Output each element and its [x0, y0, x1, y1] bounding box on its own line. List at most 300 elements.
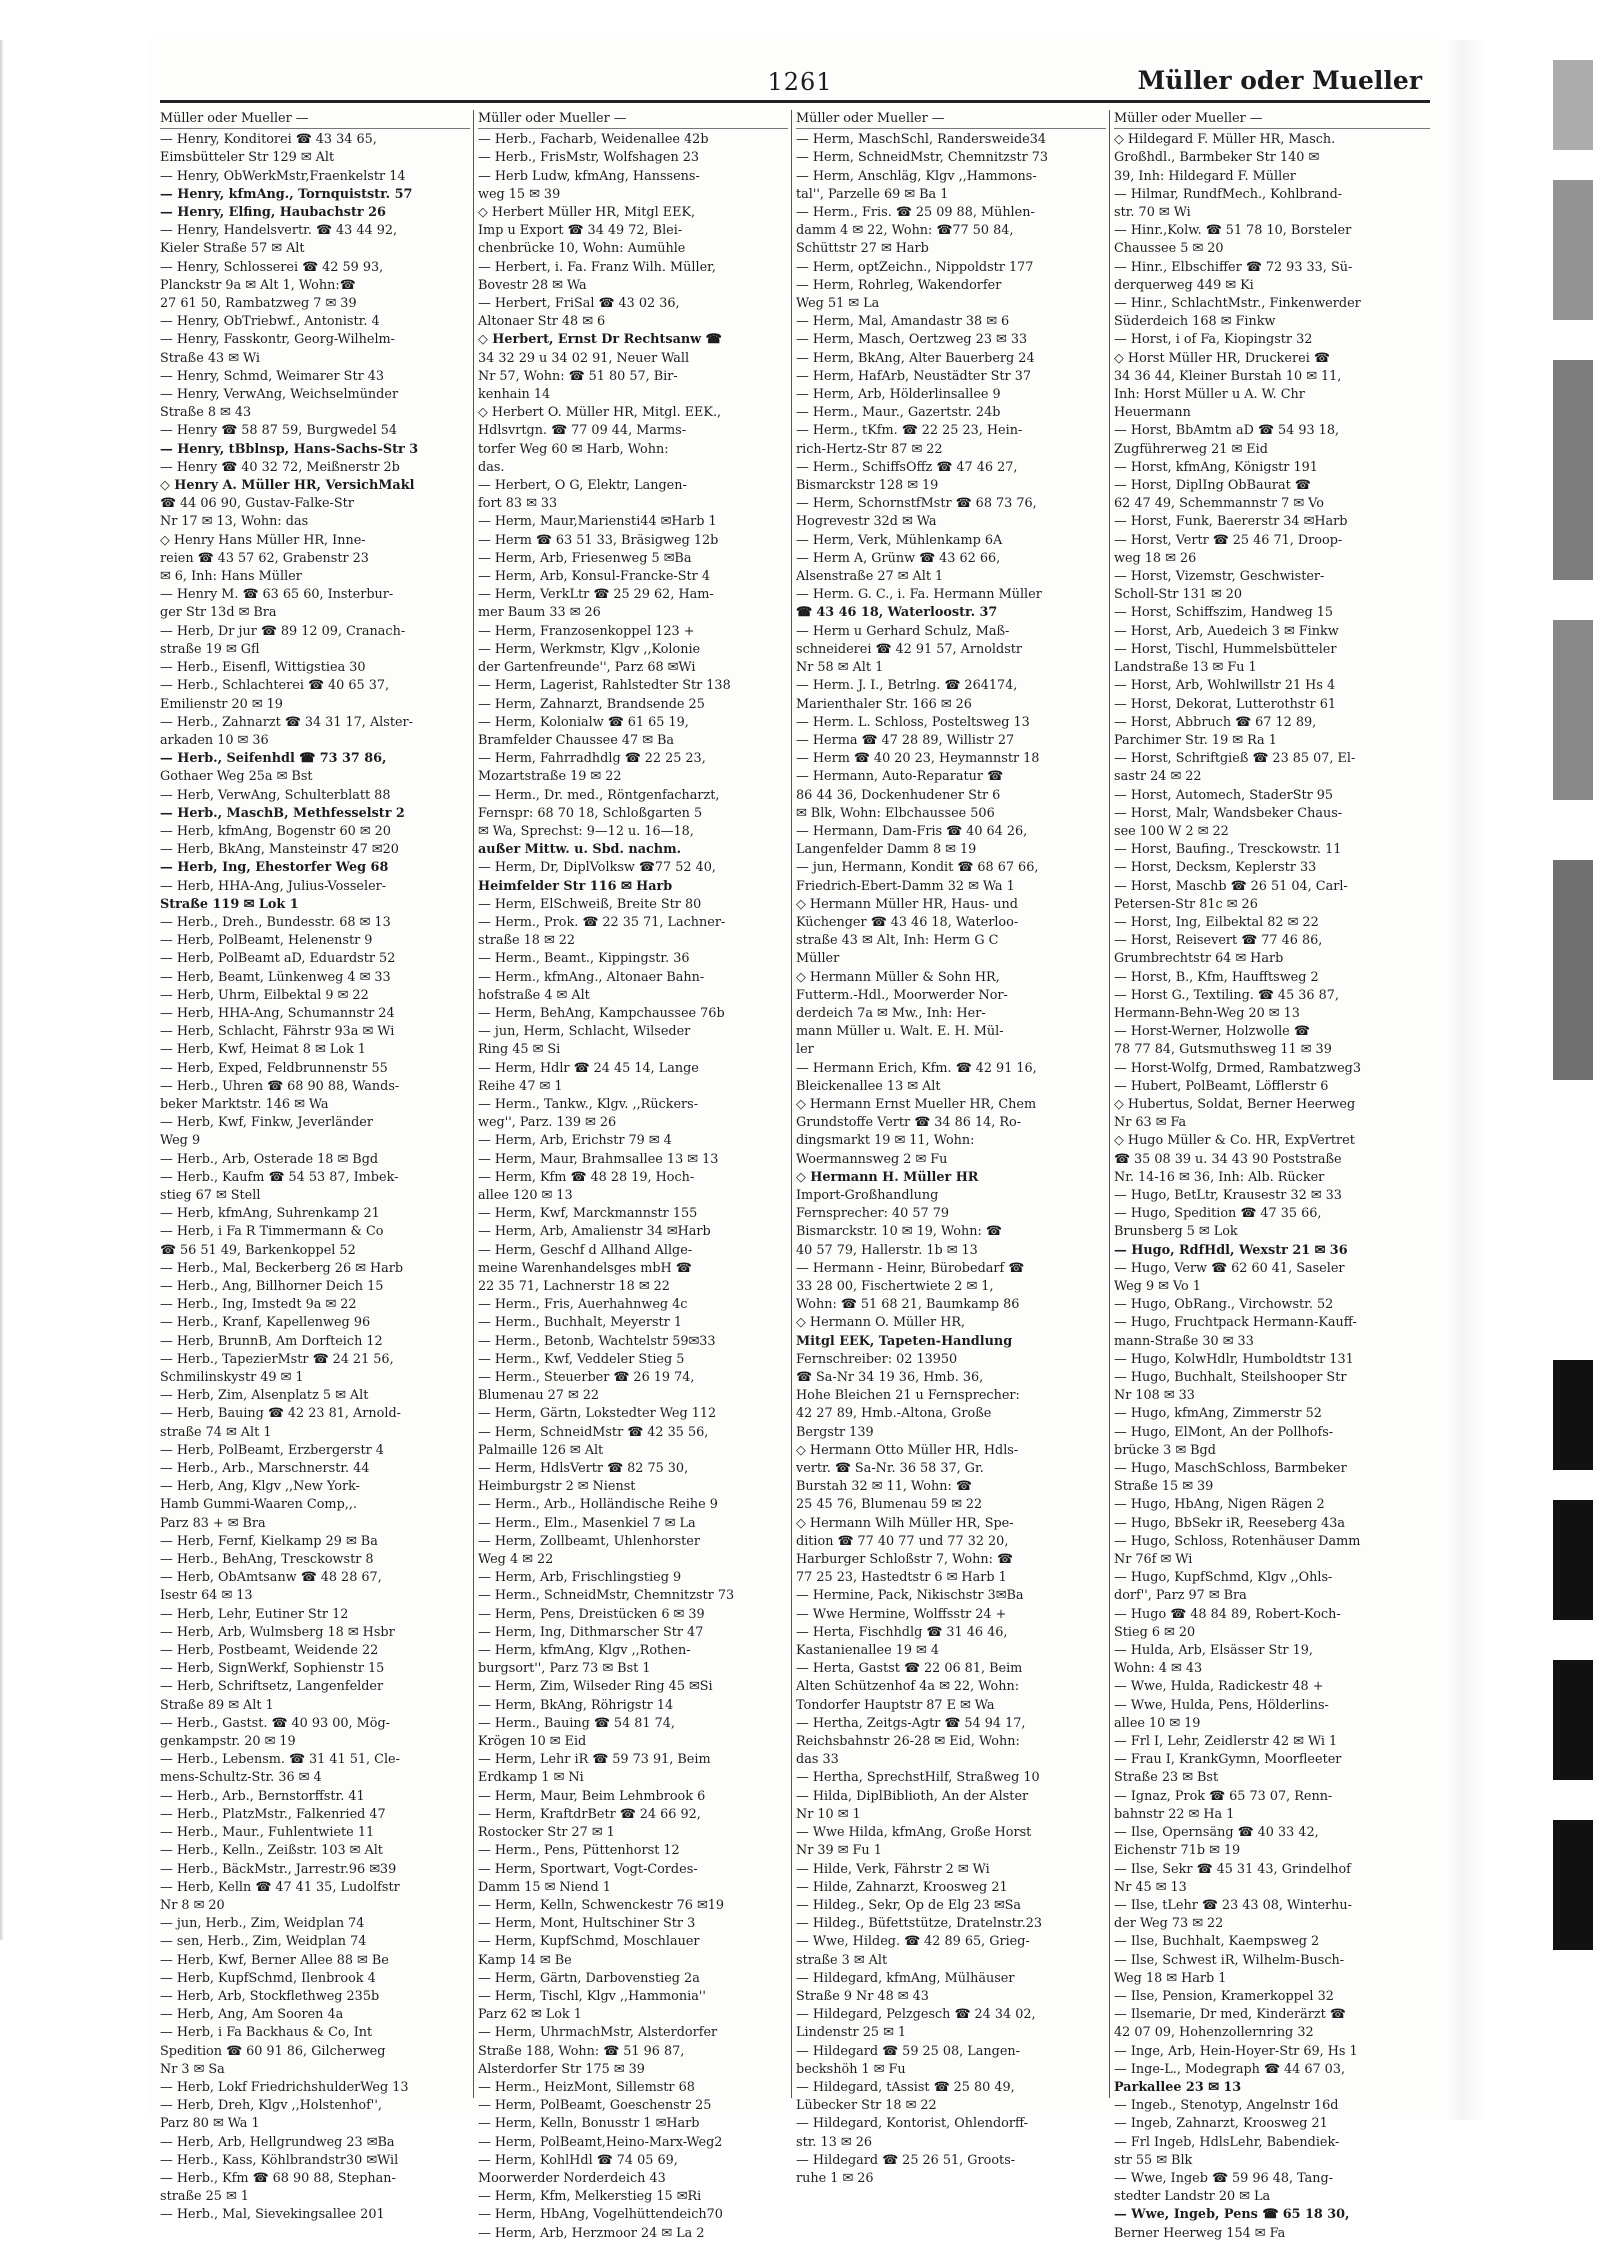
bleed-mark: [1553, 1360, 1593, 1470]
directory-entry-line: — Herb, PolBeamt, Helenenstr 9: [160, 933, 373, 949]
directory-entry-line: — Ilse, tLehr ☎ 23 43 08, Winterhu-: [1114, 1897, 1352, 1913]
directory-entry-line: — Herb Ludw, kfmAng, Hanssens-: [478, 168, 700, 184]
directory-entry-line: straße 74 ✉ Alt 1: [160, 1424, 272, 1440]
directory-entry-line: weg 18 ✉ 26: [1114, 550, 1197, 566]
directory-entry-line: 77 25 23, Hastedtstr 6 ✉ Harb 1: [796, 1570, 1007, 1586]
directory-entry-line: — Henry, Schlosserei ☎ 42 59 93,: [160, 259, 384, 275]
directory-entry-line: — Henry, VerwAng, Weichselmünder: [160, 387, 399, 403]
directory-entry-line: — Hildegard, Kontorist, Ohlendorff-: [796, 2116, 1028, 2132]
directory-entry-line: — Herb, PolBeamt, Erzbergerstr 4: [160, 1442, 384, 1458]
directory-entry-line: — Herm., Fris, Auerhahnweg 4c: [478, 1297, 688, 1313]
directory-entry-line: meine Warenhandelsges mbH ☎: [478, 1260, 692, 1276]
directory-entry-line: 34 36 44, Kleiner Burstah 10 ✉ 11,: [1114, 368, 1342, 384]
directory-entry-line: — Herm, Franzosenkoppel 123 +: [478, 623, 695, 639]
directory-entry-line: Nr 10 ✉ 1: [796, 1806, 861, 1822]
directory-entry-line: Nr 63 ✉ Fa: [1114, 1115, 1187, 1131]
directory-entry-line: Futterm.-Hdl., Moorwerder Nor-: [796, 987, 1008, 1003]
column-title: Müller oder Mueller —: [1114, 110, 1430, 129]
header-rule: [160, 100, 1430, 103]
directory-entry-line: — Hugo, Verw ☎ 62 60 41, Saseler: [1114, 1260, 1345, 1276]
directory-entry-line: — Herb., Schlachterei ☎ 40 65 37,: [160, 678, 390, 694]
directory-entry-line: — Herm, Ing, Dithmarscher Str 47: [478, 1624, 704, 1640]
bleed-mark: [1553, 1820, 1593, 1950]
directory-entry-line: Hdlsvrtgn. ☎ 77 09 44, Marms-: [478, 423, 687, 439]
directory-entry-line: — Henry, ObWerkMstr,Fraenkelstr 14: [160, 168, 406, 184]
directory-entry-line: Süderdeich 168 ✉ Finkw: [1114, 314, 1276, 330]
column-divider: [791, 110, 792, 2098]
directory-entry-line: mann Müller u. Walt. E. H. Mül-: [796, 1024, 1004, 1040]
directory-entry-line: Nr 8 ✉ 20: [160, 1897, 225, 1913]
directory-entry-line: — Horst, Schiffszim, Handweg 15: [1114, 605, 1334, 621]
directory-entry-line: — Herm, Zim, Wilseder Ring 45 ✉Si: [478, 1679, 713, 1695]
directory-entry-line: — Herm, BkAng, Alter Bauerberg 24: [796, 350, 1035, 366]
directory-entry-line: Reichsbahnstr 26-28 ✉ Eid, Wohn:: [796, 1734, 1020, 1750]
directory-entry-line: — Ingeb., Stenotyp, Angelnstr 16d: [1114, 2098, 1339, 2114]
directory-entry-line: — Herm, UhrmachMstr, Alsterdorfer: [478, 2025, 718, 2041]
directory-entry-line: — Herm, Arb, Hölderlinsallee 9: [796, 387, 1001, 403]
directory-entry-line: 22 35 71, Lachnerstr 18 ✉ 22: [478, 1279, 670, 1294]
directory-entry-line: — Herb, Ing, Ehestorfer Weg 68: [160, 860, 389, 876]
bleed-mark: [1553, 1500, 1593, 1620]
directory-entry-line: — Horst, Vertr ☎ 25 46 71, Droop-: [1114, 532, 1343, 548]
directory-entry-line: — Herm., Fris. ☎ 25 09 88, Mühlen-: [796, 205, 1035, 221]
directory-entry-line: — Herb., Dreh., Bundesstr. 68 ✉ 13: [160, 914, 391, 930]
directory-column-4: [1114, 110, 1430, 2241]
directory-entry-line: Alten Schützenhof 4a ✉ 22, Wohn:: [796, 1679, 1020, 1695]
directory-entry-line: — Herm., Tankw., Klgv. ,,Rückers-: [478, 1096, 699, 1112]
directory-entry-line: — Herb, Uhrm, Eilbektal 9 ✉ 22: [160, 987, 369, 1003]
directory-entry-line: Burstah 32 ✉ 11, Wohn: ☎: [796, 1479, 972, 1495]
directory-entry-line: — Herb, Arb, Stockflethweg 235b: [160, 1988, 380, 2004]
directory-entry-line: — Hinr., Elbschiffer ☎ 72 93 33, Sü-: [1114, 259, 1353, 275]
directory-entry-line: str 55 ✉ Blk: [1114, 2152, 1193, 2168]
directory-entry-line: — Herb, KupfSchmd, Ilenbrook 4: [160, 1970, 376, 1986]
directory-entry-line: reien ☎ 43 57 62, Grabenstr 23: [160, 550, 369, 566]
directory-entry-line: — Horst, BbAmtm aD ☎ 54 93 18,: [1114, 423, 1340, 439]
directory-entry-line: — Herb., Kfm ☎ 68 90 88, Stephan-: [160, 2170, 396, 2186]
directory-entry-line: — Herbert, FriSal ☎ 43 02 36,: [478, 296, 680, 312]
directory-entry-line: str. 13 ✉ 26: [796, 2134, 872, 2150]
directory-entry-line: — Henry ☎ 40 32 72, Meißnerstr 2b: [160, 459, 400, 475]
directory-entry-line: ◇ Henry A. Müller HR, VersichMakl: [160, 478, 415, 494]
directory-entry-line: — Herm, Maur,Mariensti44 ✉Harb 1: [478, 514, 717, 530]
directory-entry-line: — Herm., Bauing ☎ 54 81 74,: [478, 1715, 675, 1731]
directory-entry-line: außer Mittw. u. Sbd. nachm.: [478, 842, 682, 858]
directory-entry-line: — Herb, VerwAng, Schulterblatt 88: [160, 787, 391, 803]
directory-entry-line: — Herm, PolBeamt, Goeschenstr 25: [478, 2098, 712, 2114]
directory-entry-line: Landstraße 13 ✉ Fu 1: [1114, 660, 1257, 676]
directory-entry-line: Moorwerder Norderdeich 43: [478, 2170, 666, 2186]
directory-entry-line: — Herb, Bauing ☎ 42 23 81, Arnold-: [160, 1406, 401, 1422]
directory-entry-line: — Herbert, O G, Elektr, Langen-: [478, 478, 687, 494]
directory-entry-line: — Herb., Kass, Köhlbrandstr30 ✉Wil: [160, 2152, 399, 2168]
directory-entry-line: — Herb, Postbeamt, Weidende 22: [160, 1643, 379, 1659]
directory-entry-line: Hogrevestr 32d ✉ Wa: [796, 514, 937, 530]
directory-entry-line: — Herm, optZeichn., Nippoldstr 177: [796, 259, 1034, 275]
directory-entry-line: stedter Landstr 20 ✉ La: [1114, 2189, 1271, 2205]
directory-entry-line: — Herm. J. I., Betrlng. ☎ 264174,: [796, 678, 1018, 694]
directory-entry-line: — Herb., Maur., Fuhlentwiete 11: [160, 1825, 375, 1841]
directory-entry-line: ◇ Hubertus, Soldat, Berner Heerweg: [1114, 1096, 1356, 1112]
directory-entry-line: — Hermine, Pack, Nikischstr 3✉Ba: [796, 1588, 1024, 1604]
directory-entry-line: — Herm, SchneidMstr, Chemnitzstr 73: [796, 150, 1049, 166]
directory-entry-line: — Hertha, Zeitgs-Agtr ☎ 54 94 17,: [796, 1715, 1026, 1731]
directory-entry-line: — Herm, VerkLtr ☎ 25 29 62, Ham-: [478, 587, 714, 603]
directory-entry-line: Straße 8 ✉ 43: [160, 405, 252, 421]
directory-entry-line: — Wwe, Ingeb, Pens ☎ 65 18 30,: [1114, 2207, 1350, 2223]
directory-entry-line: — Herm, Maur, Brahmsallee 13 ✉ 13: [478, 1151, 719, 1167]
directory-entry-line: Wohn: ☎ 51 68 21, Baumkamp 86: [796, 1297, 1020, 1313]
directory-entry-line: — Hugo, Schloss, Rotenhäuser Damm: [1114, 1533, 1361, 1549]
directory-entry-line: — Herb., FrisMstr, Wolfshagen 23: [478, 150, 700, 166]
directory-columns: [160, 110, 1430, 2241]
directory-entry-line: Chaussee 5 ✉ 20: [1114, 241, 1224, 257]
directory-entry-line: — Herbert, i. Fa. Franz Wilh. Müller,: [478, 259, 716, 275]
directory-entry-line: — Herm., SchiffsOffz ☎ 47 46 27,: [796, 459, 1018, 475]
directory-entry-line: — Herm u Gerhard Schulz, Maß-: [796, 623, 1010, 639]
directory-entry-line: ◇ Herbert, Ernst Dr Rechtsanw ☎: [478, 332, 722, 348]
directory-entry-line: Straße 43 ✉ Wi: [160, 350, 261, 366]
directory-entry-line: — Herm, Arb, Amalienstr 34 ✉Harb: [478, 1224, 711, 1240]
directory-entry-line: — Horst, Maschb ☎ 26 51 04, Carl-: [1114, 878, 1348, 894]
directory-entry-line: Imp u Export ☎ 34 49 72, Blei-: [478, 223, 683, 239]
column-divider: [1109, 110, 1110, 2098]
directory-entry-line: — Herb, Kelln ☎ 47 41 35, Ludolfstr: [160, 1879, 400, 1895]
directory-entry-line: Eichenstr 71b ✉ 19: [1114, 1843, 1241, 1859]
directory-entry-line: str. 70 ✉ Wi: [1114, 205, 1191, 221]
directory-entry-line: tal'', Parzelle 69 ✉ Ba 1: [796, 186, 949, 202]
directory-entry-line: bahnstr 22 ✉ Ha 1: [1114, 1806, 1235, 1822]
directory-entry-line: Parchimer Str. 19 ✉ Ra 1: [1114, 732, 1277, 748]
directory-entry-line: — Herb, Kwf, Heimat 8 ✉ Lok 1: [160, 1042, 366, 1058]
directory-entry-line: burgsort'', Parz 73 ✉ Bst 1: [478, 1661, 651, 1677]
directory-entry-line: — Hildegard ☎ 25 26 51, Groots-: [796, 2152, 1016, 2168]
directory-entry-line: — Herm, Arb, Frischlingstieg 9: [478, 1570, 682, 1586]
directory-entry-line: — Herb, i Fa Backhaus & Co, Int: [160, 2025, 373, 2041]
directory-entry-line: — Herm., Elm., Masenkiel 7 ✉ La: [478, 1515, 696, 1531]
directory-entry-line: — Herm, Zollbeamt, Uhlenhorster: [478, 1533, 700, 1549]
directory-entry-line: — Frl Ingeb, HdlsLehr, Babendiek-: [1114, 2134, 1340, 2150]
directory-entry-line: — Hilda, DiplBiblioth, An der Alster: [796, 1788, 1029, 1804]
directory-entry-line: — Herb, Ang, Am Sooren 4a: [160, 2007, 344, 2023]
directory-entry-line: — Henry M. ☎ 63 65 60, Insterbur-: [160, 587, 394, 603]
directory-entry-line: Tondorfer Hauptstr 87 E ✉ Wa: [796, 1697, 995, 1713]
directory-entry-line: — Herb, HHA-Ang, Schumannstr 24: [160, 1005, 395, 1021]
directory-entry-line: Bergstr 139: [796, 1424, 874, 1440]
directory-entry-line: Kieler Straße 57 ✉ Alt: [160, 241, 305, 257]
directory-entry-line: — Herm, Mont, Hultschiner Str 3: [478, 1916, 696, 1932]
directory-entry-line: — Hugo, KolwHdlr, Humboldtstr 131: [1114, 1351, 1354, 1367]
directory-entry-line: — Herm, Anschläg, Klgv ,,Hammons-: [796, 168, 1037, 184]
directory-entry-line: — Wwe, Hildeg. ☎ 42 89 65, Grieg-: [796, 1934, 1030, 1950]
directory-entry-line: — Wwe, Ingeb ☎ 59 96 48, Tang-: [1114, 2170, 1334, 2186]
directory-entry-line: Emilienstr 20 ✉ 19: [160, 696, 283, 712]
directory-entry-line: — Herm, Maur, Beim Lehmbrook 6: [478, 1788, 706, 1804]
directory-entry-line: — Herb., BäckMstr., Jarrestr.96 ✉39: [160, 1861, 397, 1877]
directory-entry-line: — Hertha, SprechstHilf, Straßweg 10: [796, 1770, 1040, 1786]
directory-entry-line: — Horst, Funk, Baererstr 34 ✉Harb: [1114, 514, 1348, 530]
directory-entry-line: — Henry, Handelsvertr. ☎ 43 44 92,: [160, 223, 398, 239]
directory-entry-line: — Herb, Zim, Alsenplatz 5 ✉ Alt: [160, 1388, 369, 1404]
directory-entry-line: allee 10 ✉ 19: [1114, 1715, 1201, 1731]
directory-entry-line: — Hildeg., Sekr, Op de Elg 23 ✉Sa: [796, 1897, 1022, 1913]
directory-entry-line: — Herm, Lehr iR ☎ 59 73 91, Beim: [478, 1752, 711, 1768]
directory-entry-line: — Herm ☎ 63 51 33, Bräsigweg 12b: [478, 532, 719, 548]
directory-entry-line: der Weg 73 ✉ 22: [1114, 1916, 1224, 1932]
directory-entry-line: mens-Schultz-Str. 36 ✉ 4: [160, 1770, 322, 1786]
directory-entry-line: genkampstr. 20 ✉ 19: [160, 1734, 296, 1750]
directory-entry-line: Straße 89 ✉ Alt 1: [160, 1697, 274, 1713]
directory-entry-line: — Herb, kfmAng, Bogenstr 60 ✉ 20: [160, 823, 391, 839]
directory-entry-line: — Inge-L., Modegraph ☎ 44 67 03,: [1114, 2061, 1346, 2077]
directory-entry-line: — Horst, Dekorat, Lutterothstr 61: [1114, 696, 1336, 712]
directory-entry-line: — Frl I, Lehr, Zeidlerstr 42 ✉ Wi 1: [1114, 1734, 1338, 1750]
directory-entry-line: Heimburgstr 2 ✉ Nienst: [478, 1479, 636, 1495]
directory-entry-line: — Herb., Seifenhdl ☎ 73 37 86,: [160, 751, 387, 767]
directory-entry-line: ◇ Herbert O. Müller HR, Mitgl. EEK.,: [478, 405, 722, 421]
directory-entry-line: — Herm, Gärtn, Darbovenstieg 2a: [478, 1970, 700, 1986]
directory-entry-line: Langenfelder Damm 8 ✉ 19: [796, 842, 977, 858]
directory-entry-line: — Herb., PlatzMstr., Falkenried 47: [160, 1806, 386, 1822]
directory-entry-line: ✉ Wa, Sprechst: 9—12 u. 16—18,: [478, 823, 694, 839]
directory-entry-line: ◇ Hildegard F. Müller HR, Masch.: [1114, 132, 1336, 148]
directory-entry-line: kenhain 14: [478, 387, 551, 403]
directory-entry-line: — Horst, Arb, Auedeich 3 ✉ Finkw: [1114, 623, 1339, 639]
directory-entry-line: brücke 3 ✉ Bgd: [1114, 1442, 1216, 1458]
column-title: Müller oder Mueller —: [160, 110, 470, 129]
page-header: [150, 38, 1440, 108]
book-spine-shadow: [0, 40, 4, 1940]
directory-entry-line: — Hermann - Heinr, Bürobedarf ☎: [796, 1260, 1025, 1276]
directory-entry-line: — Henry, Schmd, Weimarer Str 43: [160, 368, 385, 384]
directory-entry-line: das.: [478, 459, 505, 475]
directory-entry-line: allee 120 ✉ 13: [478, 1187, 573, 1203]
directory-entry-line: — Hulda, Arb, Elsässer Str 19,: [1114, 1643, 1313, 1659]
directory-entry-line: — Herm A, Grünw ☎ 43 62 66,: [796, 550, 1001, 566]
directory-entry-line: — Herb, Fernf, Kielkamp 29 ✉ Ba: [160, 1533, 378, 1549]
directory-entry-line: ler: [796, 1042, 814, 1058]
directory-entry-line: — Hilde, Verk, Fährstr 2 ✉ Wi: [796, 1861, 990, 1877]
directory-entry-line: — Herm., Kwf, Veddeler Stieg 5: [478, 1351, 685, 1367]
directory-entry-line: chenbrücke 10, Wohn: Aumühle: [478, 241, 686, 257]
directory-entry-line: Petersen-Str 81c ✉ 26: [1114, 896, 1258, 912]
directory-entry-line: — Herb., Uhren ☎ 68 90 88, Wands-: [160, 1078, 400, 1094]
directory-entry-line: derdeich 7a ✉ Mw., Inh: Her-: [796, 1005, 986, 1021]
directory-entry-line: — Horst, kfmAng, Königstr 191: [1114, 459, 1318, 475]
directory-entry-line: — Herm, Geschf d Allhand Allge-: [478, 1242, 693, 1258]
directory-entry-line: — Horst, Abbruch ☎ 67 12 89,: [1114, 714, 1317, 730]
directory-entry-line: — Hildegard, tAssist ☎ 25 80 49,: [796, 2079, 1015, 2095]
directory-entry-line: — Herb., Zahnarzt ☎ 34 31 17, Alster-: [160, 714, 414, 730]
directory-entry-line: — Herm, Arb, Konsul-Francke-Str 4: [478, 569, 710, 585]
directory-entry-line: Isestr 64 ✉ 13: [160, 1588, 253, 1604]
bleed-mark: [1553, 860, 1593, 1080]
directory-entry-line: ◇ Hermann Müller & Sohn HR,: [796, 969, 1000, 985]
directory-entry-line: ✉ Blk, Wohn: Elbchaussee 506: [796, 805, 995, 821]
directory-entry-line: ◇ Hermann Ernst Mueller HR, Chem: [796, 1096, 1037, 1112]
directory-entry-line: ☎ 43 46 18, Waterloostr. 37: [796, 605, 998, 621]
directory-entry-line: Altonaer Str 48 ✉ 6: [478, 314, 606, 330]
directory-entry-line: Palmaille 126 ✉ Alt: [478, 1442, 604, 1458]
directory-entry-line: 86 44 36, Dockenhudener Str 6: [796, 787, 1001, 803]
directory-entry-line: ◇ Henry Hans Müller HR, Inne-: [160, 532, 366, 548]
directory-entry-line: Harburger Schloßstr 7, Wohn: ☎: [796, 1552, 1013, 1568]
directory-entry-line: Schüttstr 27 ✉ Harb: [796, 241, 929, 257]
directory-entry-line: — Herb, BrunnB, Am Dorfteich 12: [160, 1333, 383, 1349]
directory-column-3: [796, 110, 1106, 2186]
directory-entry-line: 34 32 29 u 34 02 91, Neuer Wall: [478, 350, 690, 366]
directory-entry-line: Gothaer Weg 25a ✉ Bst: [160, 769, 313, 785]
directory-entry-line: — Wwe, Hulda, Pens, Hölderlins-: [1114, 1697, 1329, 1713]
directory-entry-line: — Herm., Betonb, Wachtelstr 59✉33: [478, 1333, 716, 1349]
directory-entry-line: — Herb, PolBeamt aD, Eduardstr 52: [160, 951, 396, 967]
column-title: Müller oder Mueller —: [796, 110, 1106, 129]
directory-entry-line: — Herma ☎ 47 28 89, Willistr 27: [796, 732, 1015, 748]
directory-entry-line: — Horst-Wolfg, Drmed, Rambatzweg3: [1114, 1060, 1361, 1076]
directory-entry-line: — Hermann, Dam-Fris ☎ 40 64 26,: [796, 823, 1028, 839]
directory-entry-line: vertr. ☎ Sa-Nr. 36 58 37, Gr.: [796, 1461, 984, 1477]
directory-entry-line: Hohe Bleichen 21 u Fernsprecher:: [796, 1388, 1020, 1404]
directory-entry-line: Scholl-Str 131 ✉ 20: [1114, 587, 1243, 603]
directory-entry-line: — Hildeg., Büfettstütze, Dratelnstr.23: [796, 1916, 1042, 1932]
directory-entry-line: — Horst, Tischl, Hummelsbütteler: [1114, 641, 1337, 657]
directory-entry-line: 42 27 89, Hmb.-Altona, Große: [796, 1406, 992, 1422]
directory-entry-line: — jun, Herm, Schlacht, Wilseder: [478, 1024, 691, 1040]
directory-entry-line: — Herb, kfmAng, Suhrenkamp 21: [160, 1206, 380, 1222]
directory-entry-line: — Herm., Buchhalt, Meyerstr 1: [478, 1315, 682, 1331]
directory-entry-line: Weg 9: [160, 1133, 201, 1149]
directory-entry-line: Marienthaler Str. 166 ✉ 26: [796, 696, 972, 712]
directory-entry-line: straße 25 ✉ 1: [160, 2189, 249, 2205]
directory-entry-line: — Hugo, KupfSchmd, Klgv ,,Ohls-: [1114, 1570, 1333, 1586]
directory-entry-line: — Herm, Kfm ☎ 48 28 19, Hoch-: [478, 1169, 695, 1185]
directory-entry-line: — jun, Herb., Zim, Weidplan 74: [160, 1916, 365, 1932]
directory-entry-line: — Herm, KupfSchmd, Moschlauer: [478, 1934, 700, 1950]
directory-entry-line: — Herm, Zahnarzt, Brandsende 25: [478, 696, 705, 712]
directory-entry-line: — Horst, Ing, Eilbektal 82 ✉ 22: [1114, 914, 1319, 930]
directory-entry-line: ☎ Sa-Nr 34 19 36, Hmb. 36,: [796, 1370, 984, 1386]
directory-entry-line: — Herb., Facharb, Weidenallee 42b: [478, 132, 709, 148]
directory-entry-line: — Herm, Mal, Amandastr 38 ✉ 6: [796, 314, 1010, 330]
directory-entry-line: — Herm., SchneidMstr, Chemnitzstr 73: [478, 1588, 735, 1604]
directory-entry-line: — Herm., HeizMont, Sillemstr 68: [478, 2079, 695, 2095]
directory-entry-line: Weg 4 ✉ 22: [478, 1552, 554, 1568]
directory-entry-line: — Herm, SchneidMstr ☎ 42 35 56,: [478, 1424, 709, 1440]
directory-entry-line: — Herb, Dreh, Klgv ,,Holstenhof'',: [160, 2098, 382, 2114]
directory-entry-line: — Herm, Arb, Friesenweg 5 ✉Ba: [478, 550, 692, 566]
directory-entry-line: derquerweg 449 ✉ Ki: [1114, 277, 1254, 293]
directory-entry-line: — Herm., kfmAng., Altonaer Bahn-: [478, 969, 705, 985]
bleed-mark: [1553, 60, 1593, 150]
directory-entry-line: — Hugo, Spedition ☎ 47 35 66,: [1114, 1206, 1322, 1222]
column-divider: [473, 110, 474, 2098]
directory-entry-line: — Ignaz, Prok ☎ 65 73 07, Renn-: [1114, 1788, 1333, 1804]
directory-entry-line: — Hilmar, RundfMech., Kohlbrand-: [1114, 186, 1343, 202]
directory-entry-line: Kamp 14 ✉ Be: [478, 1952, 572, 1968]
directory-entry-line: — Frau I, KrankGymn, Moorfleeter: [1114, 1752, 1342, 1768]
directory-entry-line: Bleickenallee 13 ✉ Alt: [796, 1078, 941, 1094]
directory-entry-line: Nr 57, Wohn: ☎ 51 80 57, Bir-: [478, 368, 678, 384]
directory-entry-line: 39, Inh: Hildegard F. Müller: [1114, 168, 1296, 184]
directory-entry-line: — Ilsemarie, Dr med, Kinderärzt ☎: [1114, 2007, 1346, 2023]
directory-entry-line: see 100 W 2 ✉ 22: [1114, 823, 1229, 839]
directory-entry-line: Weg 51 ✉ La: [796, 296, 880, 312]
directory-entry-line: — Herm., Beamt., Kippingstr. 36: [478, 951, 690, 967]
directory-entry-line: Bismarckstr 128 ✉ 19: [796, 478, 939, 494]
directory-entry-line: — Horst, Vizemstr, Geschwister-: [1114, 569, 1325, 585]
directory-entry-line: Alsenstraße 27 ✉ Alt 1: [796, 569, 944, 585]
directory-entry-line: — Hugo, BbSekr iR, Reeseberg 43a: [1114, 1515, 1346, 1531]
directory-entry-line: Weg 18 ✉ Harb 1: [1114, 1970, 1227, 1986]
directory-entry-line: — Hermann, Auto-Reparatur ☎: [796, 769, 1004, 785]
directory-entry-line: — Herm, Arb, Erichstr 79 ✉ 4: [478, 1133, 672, 1149]
directory-entry-line: das 33: [796, 1752, 839, 1768]
directory-entry-line: — Henry, kfmAng., Tornquiststr. 57: [160, 186, 413, 202]
directory-entry-line: — Herb., Arb., Marschnerstr. 44: [160, 1461, 370, 1477]
directory-entry-line: — Herm, Kolonialw ☎ 61 65 19,: [478, 714, 689, 730]
directory-entry-line: — Herb., Eisenfl, Wittigstiea 30: [160, 660, 366, 676]
directory-entry-line: ◇ Hugo Müller & Co. HR, ExpVertret: [1114, 1133, 1355, 1149]
directory-entry-line: — Herm, Sportwart, Vogt-Cordes-: [478, 1861, 698, 1877]
directory-entry-line: — Herb, BkAng, Mansteinstr 47 ✉20: [160, 842, 399, 858]
directory-entry-line: — Horst, Malr, Wandsbeker Chaus-: [1114, 805, 1343, 821]
directory-entry-line: — Herb., Arb, Osterade 18 ✉ Bgd: [160, 1151, 379, 1167]
directory-entry-line: Hermann-Behn-Weg 20 ✉ 13: [1114, 1005, 1300, 1021]
directory-entry-line: — Hildegard, Pelzgesch ☎ 24 34 02,: [796, 2007, 1036, 2023]
directory-entry-line: — Horst-Werner, Holzwolle ☎: [1114, 1024, 1310, 1040]
directory-entry-line: — Herm, Masch, Oertzweg 23 ✉ 33: [796, 332, 1028, 348]
directory-entry-line: — Herb., Arb., Bernstorffstr. 41: [160, 1788, 365, 1804]
directory-entry-line: 42 07 09, Hohenzollernring 32: [1114, 2025, 1314, 2041]
directory-entry-line: Spedition ☎ 60 91 86, Gilcherweg: [160, 2043, 386, 2059]
directory-entry-line: Parz 80 ✉ Wa 1: [160, 2116, 260, 2132]
directory-entry-line: Parz 83 + ✉ Bra: [160, 1515, 266, 1531]
directory-entry-line: — Herb, Arb, Wulmsberg 18 ✉ Hsbr: [160, 1624, 395, 1640]
directory-entry-line: — Henry ☎ 58 87 59, Burgwedel 54: [160, 423, 398, 439]
directory-entry-line: Heimfelder Str 116 ✉ Harb: [478, 878, 673, 894]
directory-entry-line: — Herb., Gastst. ☎ 40 93 00, Mög-: [160, 1715, 390, 1731]
directory-entry-line: — Herm, Kelln, Schwenckestr 76 ✉19: [478, 1897, 725, 1913]
directory-entry-line: schneiderei ☎ 42 91 57, Arnoldstr: [796, 641, 1023, 657]
directory-entry-line: ◇ Hermann Müller HR, Haus- und: [796, 896, 1018, 912]
directory-page: [150, 38, 1440, 2241]
directory-entry-line: — Herm. L. Schloss, Posteltsweg 13: [796, 714, 1030, 730]
directory-entry-line: — jun, Hermann, Kondit ☎ 68 67 66,: [796, 860, 1039, 876]
scan-bleed-strip: [1545, 0, 1600, 2177]
directory-entry-line: Nr 17 ✉ 13, Wohn: das: [160, 514, 309, 530]
directory-entry-line: ◇ Horst Müller HR, Druckerei ☎: [1114, 350, 1330, 366]
directory-entry-line: Rostocker Str 27 ✉ 1: [478, 1825, 615, 1841]
directory-entry-line: — Herb, Ang, Klgv ,,New York-: [160, 1479, 360, 1495]
directory-entry-line: stieg 67 ✉ Stell: [160, 1187, 261, 1203]
directory-entry-line: Bismarckstr. 10 ✉ 19, Wohn: ☎: [796, 1224, 1002, 1240]
directory-entry-line: hofstraße 4 ✉ Alt: [478, 987, 590, 1003]
directory-entry-line: straße 19 ✉ Gfl: [160, 641, 260, 657]
directory-entry-line: — Ilse, Buchhalt, Kaempsweg 2: [1114, 1934, 1320, 1950]
directory-entry-line: Import-Großhandlung: [796, 1187, 939, 1203]
directory-entry-line: Zugführerweg 21 ✉ Eid: [1114, 441, 1268, 457]
directory-entry-line: Alsterdorfer Str 175 ✉ 39: [478, 2061, 645, 2077]
directory-entry-line: — Henry, Konditorei ☎ 43 34 65,: [160, 132, 377, 148]
directory-entry-line: — Inge, Arb, Hein-Hoyer-Str 69, Hs 1: [1114, 2043, 1358, 2059]
directory-entry-line: — Herm ☎ 40 20 23, Heymannstr 18: [796, 751, 1040, 767]
directory-entry-line: Krögen 10 ✉ Eid: [478, 1734, 587, 1750]
directory-entry-line: Heuermann: [1114, 405, 1191, 421]
directory-entry-line: — Herm, KraftdrBetr ☎ 24 66 92,: [478, 1806, 701, 1822]
directory-entry-line: Stieg 6 ✉ 20: [1114, 1624, 1196, 1640]
directory-entry-line: — Herm., Pens, Püttenhorst 12: [478, 1843, 680, 1859]
directory-entry-line: — Herb, Schriftsetz, Langenfelder: [160, 1679, 384, 1695]
